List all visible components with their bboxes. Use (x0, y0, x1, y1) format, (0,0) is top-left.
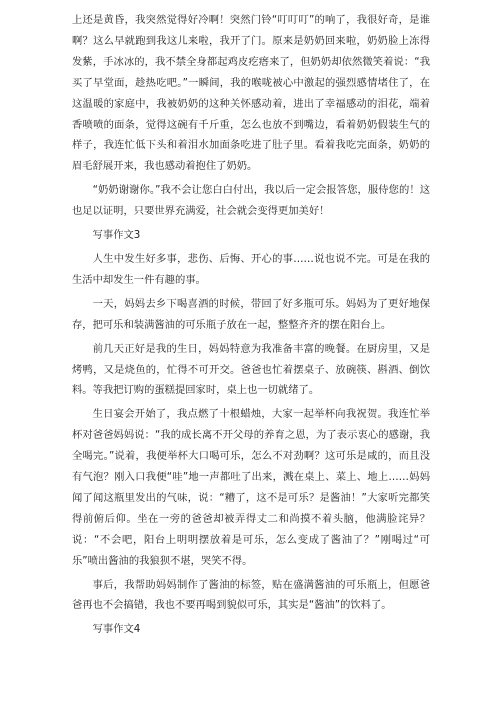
section-heading-3: 写事作文3 (92, 229, 141, 242)
paragraph-2: “奶奶谢谢你。”我不会让您白白付出，我以后一定会报答您，服侍您的！这也足以证明，只要世界充满爱，社会就会变得更加美好！ (72, 184, 430, 218)
paragraph-6: 生日宴会开始了，我点燃了十根蜡烛，大家一起举杯向我祝贺。我连忙举杯对爸爸妈妈说：“我的成长离不开父母的养育之恩，为了表示衷心的感谢，我全喝完。”说着，我便举杯大口喝可乐，怎么不对劲啊？这可乐是咸的，而且没有气泡？刚入口我便“哇”地一声都吐了出来，溅在桌上、菜上、地上……妈妈闻了闻这瓶里发出的气味，说：“糟了，这不是可乐？是酱油！”大家听完都笑得前俯后仰。坐在一旁的爸爸却被弄得丈二和尚摸不着头脑，他满脸诧异？说：“不会吧，阳台上明明摆放着是可乐，怎么变成了酱油了？”刚喝过“可乐”喷出酱油的我狼狈不堪，哭笑不得。 (72, 408, 430, 567)
paragraph-3: 人生中发生好多事，悲伤、后悔、开心的事……说也说不完。可是在我的生活中却发生一件有趣的事。 (72, 252, 430, 286)
paragraph-4: 一天，妈妈去乡下喝喜酒的时候，带回了好多瓶可乐。妈妈为了更好地保存，把可乐和装满酱油的可乐瓶子放在一起，整整齐齐的摆在阳台上。 (72, 297, 430, 331)
section-heading-4: 写事作文4 (92, 623, 141, 636)
paragraph-5: 前几天正好是我的生日，妈妈特意为我准备丰富的晚餐。在厨房里，又是烤鸭，又是烧鱼的，忙得不可开交。爸爸也忙着摆桌子、放碗筷、斟酒、倒饮料。等我把订购的蛋糕提回家时，桌上也一切就绪了。 (72, 342, 430, 397)
paragraph-1: 上还是黄昏，我突然觉得好冷啊！突然门铃“叮叮叮”的响了，我很好奇，是谁啊？这么早就跑到我这儿来啦，我开了门。原来是奶奶回来啦，奶奶脸上冻得发紫，手冰冰的，我不禁全身都起鸡皮疙瘩来了，但奶奶却依然微笑着说：“我买了早堂面，趁热吃吧。”一瞬间，我的喉咙被心中激起的强烈感情堵住了，在这温暖的家庭中，我被奶奶的这种关怀感动着，进出了幸福感动的泪花，端着香喷喷的面条，觉得这碗有千斤重，怎么也放不到嘴边，看着奶奶假装生气的样子，我连忙低下头和着泪水加面条吃进了肚子里。看着我吃完面条，奶奶的眉毛舒展开来，我也感动着抱住了奶奶。 (72, 14, 430, 173)
paragraph-7: 事后，我帮助妈妈制作了酱油的标签，贴在盛满酱油的可乐瓶上，但愿爸爸再也不会搞错，我也不要再喝到貌似可乐，其实是“酱油”的饮料了。 (72, 578, 430, 612)
